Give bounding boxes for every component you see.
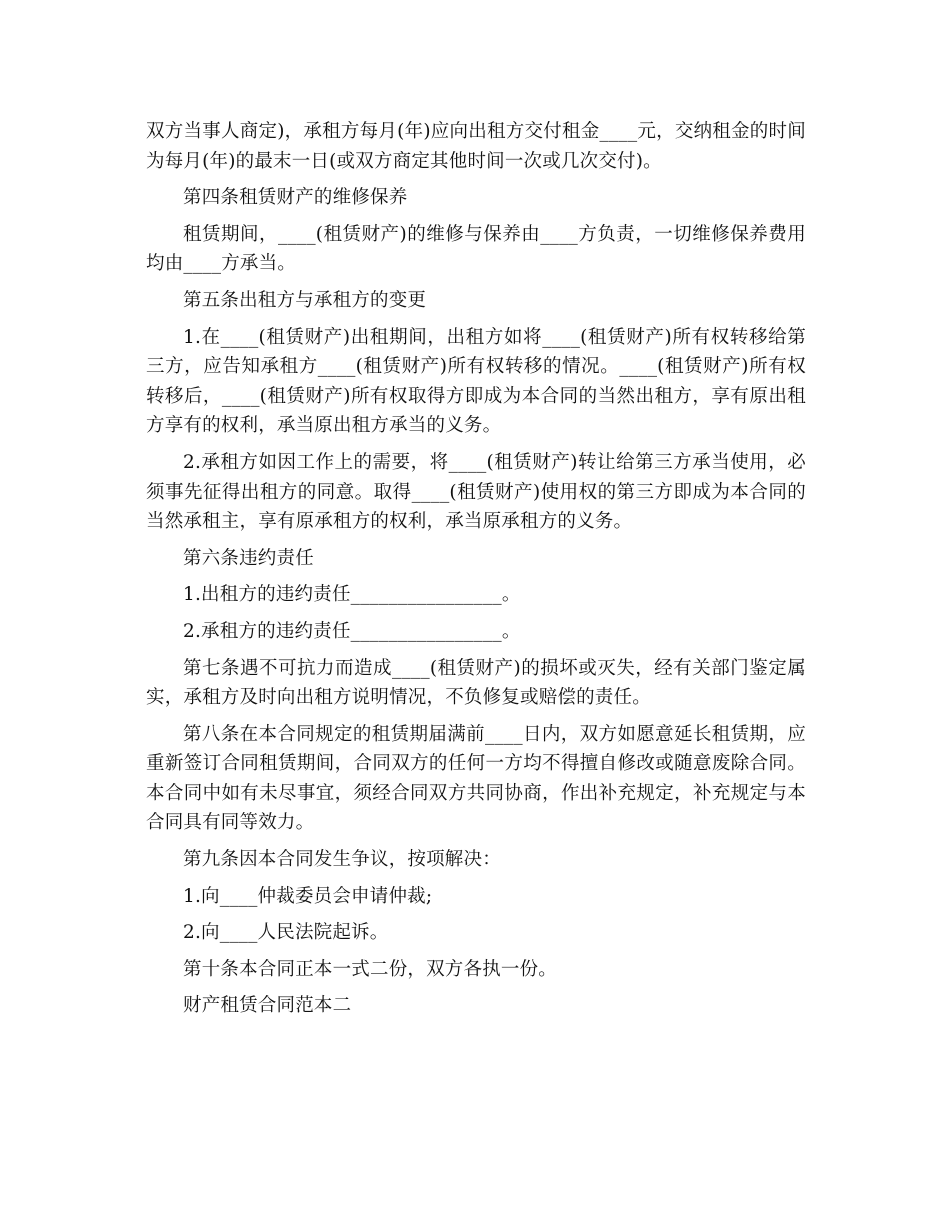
paragraph-article-9: 第九条因本合同发生争议，按项解决：	[183, 849, 501, 871]
paragraph-article-7: 第七条遇不可抗力而造成____(租赁财产)的损坏或灭失，经有关部门鉴定属实，承租方及时向出租方说明情况，不负修复或赔偿的责任。	[146, 657, 806, 709]
paragraph-litigation: 2.向____人民法院起诉。	[183, 922, 389, 944]
heading-template-two: 财产租赁合同范本二	[183, 995, 352, 1017]
paragraph-lessor-change: 1.在____(租赁财产)出租期间，出租方如将____(租赁财产)所有权转移给第三方，应告知承租方____(租赁财产)所有权转移的情况。____(租赁财产)所有权转移后，____(租赁财产)所有权取得方即成为本合同的当然出租方，享有原出租方享有的权利，承当原出租方承当的义务。	[146, 326, 806, 437]
paragraph-lessor-liability: 1.出租方的违约责任________________。	[183, 584, 521, 606]
document-page	[146, 117, 806, 1021]
heading-article-6: 第六条违约责任	[183, 547, 314, 569]
paragraph-lessee-change: 2.承租方如因工作上的需要，将____(租赁财产)转让给第三方承当使用，必须事先征得出租方的同意。取得____(租赁财产)使用权的第三方即成为本合同的当然承租主，享有原承租方的权利，承当原承租方的义务。	[146, 451, 806, 533]
heading-article-4: 第四条租赁财产的维修保养	[183, 187, 408, 209]
paragraph-article-8: 第八条在本合同规定的租赁期届满前____日内，双方如愿意延长租赁期，应重新签订合同租赁期间，合同双方的任何一方均不得擅自修改或随意废除合同。本合同中如有未尽事宜，须经合同双方共同协商，作出补充规定，补充规定与本合同具有同等效力。	[146, 723, 806, 834]
paragraph-arbitration: 1.向____仲裁委员会申请仲裁;	[183, 885, 433, 907]
heading-article-5: 第五条出租方与承租方的变更	[183, 289, 427, 311]
paragraph-lessee-liability: 2.承租方的违约责任________________。	[183, 620, 521, 642]
paragraph-article-10: 第十条本合同正本一式二份，双方各执一份。	[183, 958, 558, 980]
paragraph-maintenance: 租赁期间，____(租赁财产)的维修与保养由____方负责，一切维修保养费用均由____方承当。	[146, 223, 806, 275]
paragraph-rent-payment: 双方当事人商定)，承租方每月(年)应向出租方交付租金____元，交纳租金的时间为每月(年)的最末一日(或双方商定其他时间一次或几次交付)。	[146, 121, 806, 172]
